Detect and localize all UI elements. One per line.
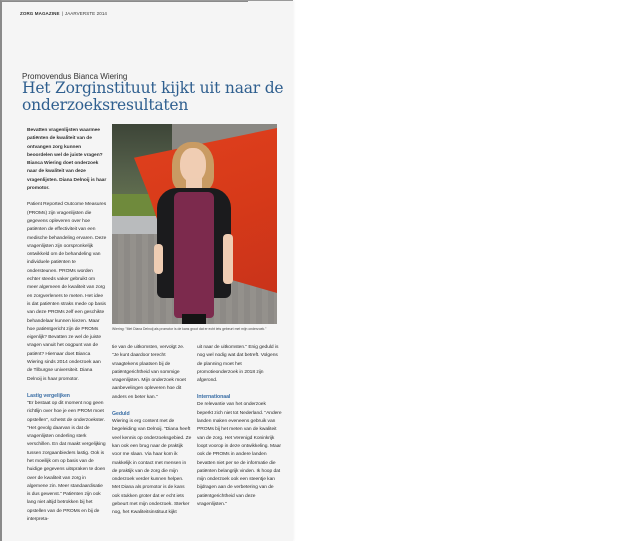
subheading-geduld: Geduld [112, 411, 130, 418]
top-rule [2, 1, 248, 2]
paragraph: De relevantie van het onderzoek beperkt zich niet tot Nederland. "Andere landen maken eveneens gebruik van PROMs bij het meten van de kwaliteit van de zorg. Het Verenigd Koninkrijk loopt voorop in deze ontwikkeling. Maar ook de PROMs in andere landen bevatten niet per se de informatie die patiënten belangrijk vinden. Ik hoop dat mijn onderzoek ook een steentje kan bijdragen aan de verbetering van de patiëntgerichtheid van deze vragenlijsten." [197, 402, 282, 508]
paragraph: Patient Reported Outcome Measures (PROMs) zijn vragenlijsten die gegevens opleveren over hoe patiënten de effectiviteit van een medische behandeling ervaren. Deze vragenlijsten zijn oorspronkelijk ontwikkeld om de behandeling van individuele patiënten te ondersteunen. PROMs worden echter steeds vaker gebruikt om meer algemeen de kwaliteit van zorg en zorgverleners te meten. Het idee is dat patiënten straks mede op basis van deze PROMs zelf een geschikte behandelaar kunnen kiezen. Maar hoe patiëntgericht zijn de PROMs eigenlijk? Bevatten ze wel de juiste vragen vanuit het oogpunt van de patiënt? Hiernaar doet Bianca Wiering sinds 2014 onderzoek aan de Tilburgse universiteit. Diana Delnoij is haar promotor. [27, 202, 107, 382]
text-column-2 [112, 344, 192, 526]
paragraph: tie van de uitkomsten, vervolgt ze. "Je kunt daardoor terecht vraagtekens plaatsen bij de patiëntgerichtheid van sommige vragenlijsten. Mijn onderzoek moet aanbevelingen opleveren hoe dit anders en beter kan." [112, 345, 186, 400]
magazine-page [0, 0, 293, 541]
article-photo [112, 124, 277, 324]
article-kicker: Promovendus Bianca Wiering [22, 72, 128, 81]
running-head [20, 11, 107, 16]
subheading-internationaal: Internationaal [197, 394, 231, 401]
paragraph: "Er bestaat op dit moment nog geen richtlijn over hoe je een PROM moet opstellen", schetst de onderzoekster. "Het gevolg daarvan is dat de vragenlijsten onderling sterk verschillen. En dat maakt vergelijking tussen zorgaanbieders lastig. Ook is het moeilijk om op basis van de huidige gegevens uitspraken te doen over de kwaliteit van zorg in algemene zin. Meer standaardisatie is dus gewenst." Patiënten zijn ook lang niet altijd betrokken bij het opstellen van de PROMs en bij de interpreta- [27, 400, 106, 523]
photo-person-arm [223, 234, 233, 284]
text-column-3 [197, 344, 282, 517]
photo-caption: Wiering: "Met Diana Delnoij als promotor is de kans groot dat er echt iets gebeurt met mijn onderzoek." [112, 327, 267, 331]
photo-person-dress [174, 192, 214, 318]
photo-person-legs [182, 314, 206, 324]
photo-person-face [180, 148, 206, 182]
subheading-lastig-vergelijken: Lastig vergelijken [27, 392, 70, 399]
article-lead: Bevatten vragenlijsten waarmee patiënten de kwaliteit van de ontvangen zorg kunnen beoordelen wel de juiste vragen? Bianca Wiering doet onderzoek naar de kwaliteit van deze vragenlijsten. Diana Delnoij is haar promotor. [27, 128, 107, 192]
magazine-name: ZORG MAGAZINE [20, 11, 60, 16]
text-column-1 [27, 127, 107, 532]
issue-label: JAARVERSTE 2014 [64, 11, 108, 16]
paragraph: uit naar de uitkomsten." Enig geduld is nog wel nodig wat dat betreft. Volgens de planning moet het promotieonderzoek in 2018 zijn afgerond. [197, 345, 279, 384]
running-head-separator: | [61, 11, 63, 16]
article-title: Het Zorginstituut kijkt uit naar de onderzoeksresultaten [22, 79, 284, 114]
photo-person-arm [154, 244, 163, 274]
paragraph: Wiering is erg content met de begeleiding van Delnoij. "Diana heeft veel kennis op onderzoeksgebied. Ze kan ook een brug naar de praktijk voor me slaan. Via haar kom ik makkelijk in contact met mensen in de praktijk van de zorg die mijn onderzoek verder kunnen helpen. Met Diana als promotor is de kans ook stukken groter dat er echt iets gebeurt met mijn onderzoek. Sterker nog, het Kwaliteitsinstituut kijkt [112, 419, 192, 516]
